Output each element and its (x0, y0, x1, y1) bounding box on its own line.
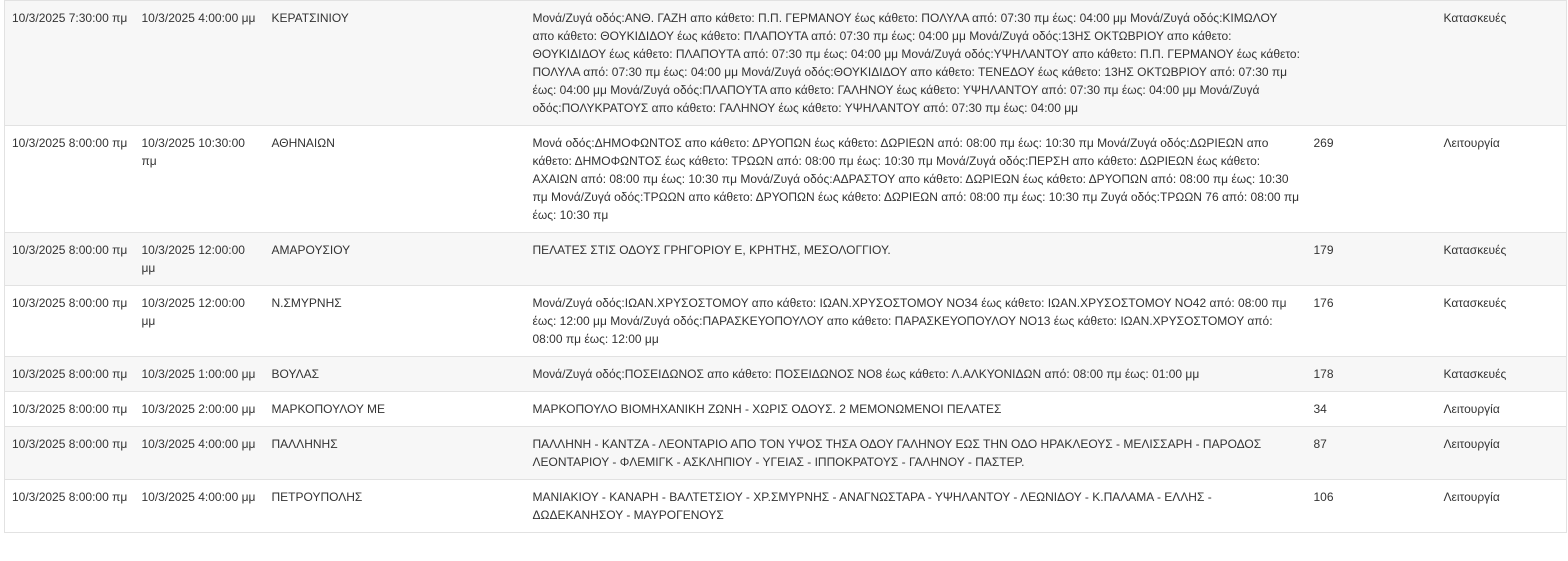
end-time-cell: 10/3/2025 10:30:00 πμ (135, 126, 265, 233)
start-time-cell: 10/3/2025 8:00:00 πμ (5, 392, 135, 427)
streets-cell: ΠΑΛΛΗΝΗ - ΚΑΝΤΖΑ - ΛΕΟΝΤΑΡΙΟ ΑΠΟ ΤΟΝ ΥΨΟΣ ΤΗΣΑ ΟΔΟΥ ΓΑΛΗΝΟΥ ΕΩΣ ΤΗΝ ΟΔΟ ΗΡΑΚΛΕΟΥΣ - ΜΕΛΙΣΣΑΡΗ - ΠΑΡΟΔΟΣ ΛΕΟΝΤΑΡΙΟΥ - ΦΛΕΜΙΓΚ - ΑΣΚΛΗΠΙΟΥ - ΥΓΕΙΑΣ - ΙΠΠΟΚΡΑΤΟΥΣ - ΓΑΛΗΝΟΥ - ΠΑΣΤΕΡ. (526, 427, 1307, 480)
area-cell: Ν.ΣΜΥΡΝΗΣ (265, 286, 526, 357)
table-row (5, 233, 1567, 286)
outages-table (4, 0, 1567, 533)
reason-cell: Λειτουργία (1437, 126, 1567, 233)
area-cell: ΑΘΗΝΑΙΩΝ (265, 126, 526, 233)
outages-table-body (5, 1, 1567, 533)
area-cell: ΠΕΤΡΟΥΠΟΛΗΣ (265, 480, 526, 533)
table-row (5, 286, 1567, 357)
area-cell: ΜΑΡΚΟΠΟΥΛΟΥ ΜΕ (265, 392, 526, 427)
area-cell: ΚΕΡΑΤΣΙΝΙΟΥ (265, 1, 526, 126)
start-time-cell: 10/3/2025 8:00:00 πμ (5, 480, 135, 533)
affected-count-cell: 87 (1307, 427, 1437, 480)
affected-count-cell: 34 (1307, 392, 1437, 427)
area-cell: ΑΜΑΡΟΥΣΙΟΥ (265, 233, 526, 286)
table-row (5, 126, 1567, 233)
affected-count-cell: 179 (1307, 233, 1437, 286)
table-row (5, 427, 1567, 480)
streets-cell: Μονά/Ζυγά οδός:ΑΝΘ. ΓΑΖΗ απο κάθετο: Π.Π. ΓΕΡΜΑΝΟΥ έως κάθετο: ΠΟΛΥΛΑ από: 07:30 πμ έως: 04:00 μμ Μονά/Ζυγά οδός:ΚΙΜΩΛΟΥ απο κάθετο: ΘΟΥΚΙΔΙΔΟΥ έως κάθετο: ΠΛΑΠΟΥΤΑ από: 07:30 πμ έως: 04:00 μμ Μονά/Ζυγά οδός:13ΗΣ ΟΚΤΩΒΡΙΟΥ απο κάθετο: ΘΟΥΚΙΔΙΔΟΥ έως κάθετο: ΠΛΑΠΟΥΤΑ από: 07:30 πμ έως: 04:00 μμ Μονά/Ζυγά οδός:ΥΨΗΛΑΝΤΟΥ απο κάθετο: Π.Π. ΓΕΡΜΑΝΟΥ έως κάθετο: ΠΟΛΥΛΑ από: 07:30 πμ έως: 04:00 μμ Μονά/Ζυγά οδός:ΘΟΥΚΙΔΙΔΟΥ απο κάθετο: ΤΕΝΕΔΟΥ έως κάθετο: 13ΗΣ ΟΚΤΩΒΡΙΟΥ από: 07:30 πμ έως: 04:00 μμ Μονά/Ζυγά οδός:ΠΛΑΠΟΥΤΑ απο κάθετο: ΓΑΛΗΝΟΥ έως κάθετο: ΥΨΗΛΑΝΤΟΥ από: 07:30 πμ έως: 04:00 μμ Μονά/Ζυγά οδός:ΠΟΛΥΚΡΑΤΟΥΣ απο κάθετο: ΓΑΛΗΝΟΥ έως κάθετο: ΥΨΗΛΑΝΤΟΥ από: 07:30 πμ έως: 04:00 μμ (526, 1, 1307, 126)
reason-cell: Κατασκευές (1437, 233, 1567, 286)
start-time-cell: 10/3/2025 8:00:00 πμ (5, 427, 135, 480)
table-row (5, 480, 1567, 533)
table-row (5, 357, 1567, 392)
reason-cell: Λειτουργία (1437, 392, 1567, 427)
table-row (5, 1, 1567, 126)
streets-cell: ΜΑΝΙΑΚΙΟΥ - ΚΑΝΑΡΗ - ΒΑΛΤΕΤΣΙΟΥ - ΧΡ.ΣΜΥΡΝΗΣ - ΑΝΑΓΝΩΣΤΑΡΑ - ΥΨΗΛΑΝΤΟΥ - ΛΕΩΝΙΔΟΥ - Κ.ΠΑΛΑΜΑ - ΕΛΛΗΣ - ΔΩΔΕΚΑΝΗΣΟΥ - ΜΑΥΡΟΓΕΝΟΥΣ (526, 480, 1307, 533)
affected-count-cell (1307, 1, 1437, 126)
start-time-cell: 10/3/2025 8:00:00 πμ (5, 233, 135, 286)
reason-cell: Κατασκευές (1437, 357, 1567, 392)
area-cell: ΠΑΛΛΗΝΗΣ (265, 427, 526, 480)
reason-cell: Λειτουργία (1437, 480, 1567, 533)
end-time-cell: 10/3/2025 12:00:00 μμ (135, 286, 265, 357)
reason-cell: Κατασκευές (1437, 286, 1567, 357)
area-cell: ΒΟΥΛΑΣ (265, 357, 526, 392)
reason-cell: Κατασκευές (1437, 1, 1567, 126)
end-time-cell: 10/3/2025 4:00:00 μμ (135, 427, 265, 480)
end-time-cell: 10/3/2025 4:00:00 μμ (135, 1, 265, 126)
affected-count-cell: 176 (1307, 286, 1437, 357)
end-time-cell: 10/3/2025 2:00:00 μμ (135, 392, 265, 427)
streets-cell: ΠΕΛΑΤΕΣ ΣΤΙΣ ΟΔΟΥΣ ΓΡΗΓΟΡΙΟΥ Ε, ΚΡΗΤΗΣ, ΜΕΣΟΛΟΓΓΙΟΥ. (526, 233, 1307, 286)
affected-count-cell: 106 (1307, 480, 1437, 533)
streets-cell: ΜΑΡΚΟΠΟΥΛΟ ΒΙΟΜΗΧΑΝΙΚΗ ΖΩΝΗ - ΧΩΡΙΣ ΟΔΟΥΣ. 2 ΜΕΜΟΝΩΜΕΝΟΙ ΠΕΛΑΤΕΣ (526, 392, 1307, 427)
affected-count-cell: 269 (1307, 126, 1437, 233)
start-time-cell: 10/3/2025 8:00:00 πμ (5, 357, 135, 392)
start-time-cell: 10/3/2025 8:00:00 πμ (5, 126, 135, 233)
streets-cell: Μονά/Ζυγά οδός:ΠΟΣΕΙΔΩΝΟΣ απο κάθετο: ΠΟΣΕΙΔΩΝΟΣ ΝΟ8 έως κάθετο: Λ.ΑΛΚΥΟΝΙΔΩΝ από: 08:00 πμ έως: 01:00 μμ (526, 357, 1307, 392)
end-time-cell: 10/3/2025 4:00:00 μμ (135, 480, 265, 533)
start-time-cell: 10/3/2025 7:30:00 πμ (5, 1, 135, 126)
streets-cell: Μονά οδός:ΔΗΜΟΦΩΝΤΟΣ απο κάθετο: ΔΡΥΟΠΩΝ έως κάθετο: ΔΩΡΙΕΩΝ από: 08:00 πμ έως: 10:30 πμ Μονά/Ζυγά οδός:ΔΩΡΙΕΩΝ απο κάθετο: ΔΗΜΟΦΩΝΤΟΣ έως κάθετο: ΤΡΩΩΝ από: 08:00 πμ έως: 10:30 πμ Μονά/Ζυγά οδός:ΠΕΡΣΗ απο κάθετο: ΔΩΡΙΕΩΝ έως κάθετο: ΑΧΑΙΩΝ από: 08:00 πμ έως: 10:30 πμ Μονά/Ζυγά οδός:ΑΔΡΑΣΤΟΥ απο κάθετο: ΔΩΡΙΕΩΝ έως κάθετο: ΔΡΥΟΠΩΝ από: 08:00 πμ έως: 10:30 πμ Μονά/Ζυγά οδός:ΤΡΩΩΝ απο κάθετο: ΔΡΥΟΠΩΝ έως κάθετο: ΔΩΡΙΕΩΝ από: 08:00 πμ έως: 10:30 πμ Ζυγά οδός:ΤΡΩΩΝ 76 από: 08:00 πμ έως: 10:30 πμ (526, 126, 1307, 233)
streets-cell: Μονά/Ζυγά οδός:ΙΩΑΝ.ΧΡΥΣΟΣΤΟΜΟΥ απο κάθετο: ΙΩΑΝ.ΧΡΥΣΟΣΤΟΜΟΥ ΝΟ34 έως κάθετο: ΙΩΑΝ.ΧΡΥΣΟΣΤΟΜΟΥ ΝΟ42 από: 08:00 πμ έως: 12:00 μμ Μονά/Ζυγά οδός:ΠΑΡΑΣΚΕΥΟΠΟΥΛΟΥ απο κάθετο: ΠΑΡΑΣΚΕΥΟΠΟΥΛΟΥ ΝΟ13 έως κάθετο: ΙΩΑΝ.ΧΡΥΣΟΣΤΟΜΟΥ από: 08:00 πμ έως: 12:00 μμ (526, 286, 1307, 357)
affected-count-cell: 178 (1307, 357, 1437, 392)
end-time-cell: 10/3/2025 1:00:00 μμ (135, 357, 265, 392)
reason-cell: Λειτουργία (1437, 427, 1567, 480)
table-row (5, 392, 1567, 427)
start-time-cell: 10/3/2025 8:00:00 πμ (5, 286, 135, 357)
end-time-cell: 10/3/2025 12:00:00 μμ (135, 233, 265, 286)
